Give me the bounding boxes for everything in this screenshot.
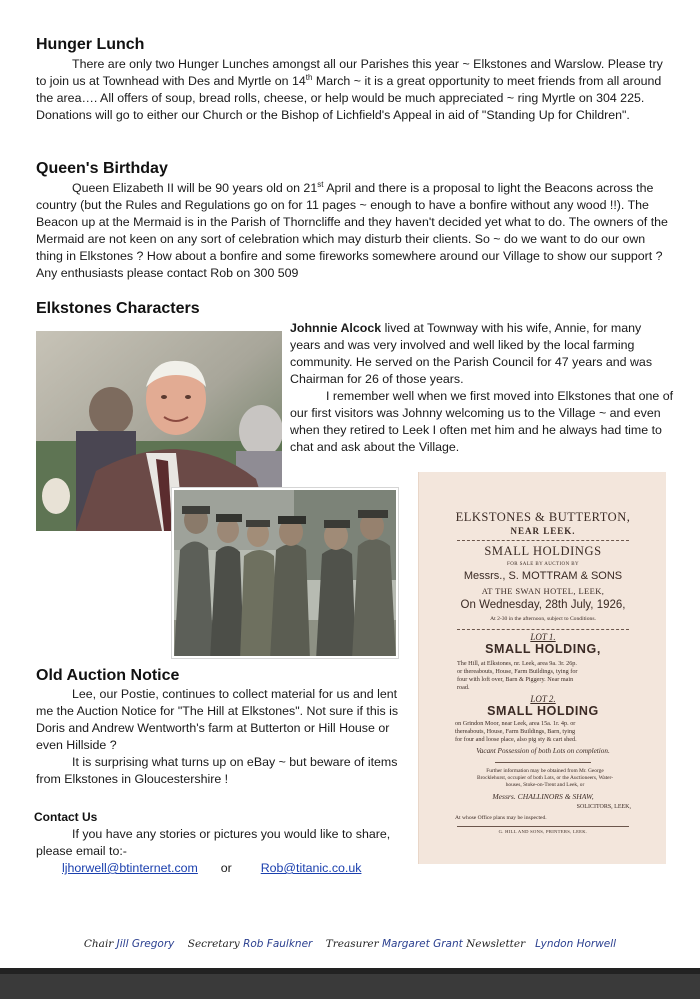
chair-name: Jill Gregory xyxy=(116,938,175,950)
hunger-sup: th xyxy=(305,72,313,82)
bottom-scan-edge xyxy=(0,968,700,999)
notice-rule-1 xyxy=(457,540,629,541)
hunger-text-b: March ~ it is a great opportunity to meet friends from all around the area…. All offers of soup, bread rolls, cheese, or help would be much appreciated ~ ring Myrtle on 304 225. Donations will go to either our Church or the Bishop of Lichfield's Appeal in aid of "Standing Up for Children". xyxy=(36,74,662,122)
notice-for-sale: FOR SALE BY AUCTION BY xyxy=(507,562,579,567)
email-link-rob[interactable]: Rob@titanic.co.uk xyxy=(260,861,362,875)
treasurer-label: Treasurer xyxy=(325,938,379,950)
bottom-scan-edge-inner xyxy=(0,974,700,999)
notice-lot2-line: thereabouts, House, Farm Buildings, Barn, tying xyxy=(455,728,576,735)
footer-officers xyxy=(0,938,700,968)
notice-solicitors-address: SOLICITORS, LEEK, xyxy=(576,804,631,810)
farmers-illustration xyxy=(174,490,398,658)
queens-birthday-paragraph xyxy=(36,180,668,282)
notice-possession: Vacant Possession of both Lots on completion. xyxy=(476,747,610,755)
notice-time: At 2-30 in the afternoon, subject to Conditions. xyxy=(490,616,596,622)
notice-lot1-heading: SMALL HOLDING, xyxy=(485,642,601,656)
notice-further xyxy=(453,768,637,790)
queen-text-b: April and there is a proposal to light the Beacons across the country (but the Rules and Regulations go on for 11 pages ~ enough to have a bonfire without any wood !!). The Beacon up at the Mermaid is in the Parish of Thorncliffe and they haven't decided yet what to do. The owners of the Mermaid are not keen on any sort of celebration which may disturb their clients. So ~ do we want to do our own thing in Elkstones ? How about a bonfire and some fireworks somewhere around our Village to show our support ? Any enthusiasts please contact Rob on 300 509 xyxy=(36,181,668,280)
characters-text-1: lived at Townway with his wife, Annie, for many years and was very involved and well liked by the local farming community. He served on the Parish Council for 47 years and was Chairman for 26 of those years. xyxy=(290,321,653,386)
notice-rule-4 xyxy=(457,826,629,827)
notice-lot1: LOT 1. xyxy=(530,632,556,642)
johnnie-alcock-paragraph-1 xyxy=(290,320,674,388)
auction-paragraph-2: It is surprising what turns up on eBay ~ but beware of items from Elkstones in Gloucestershire ! xyxy=(36,755,398,786)
notice-printer: G. HILL AND SONS, PRINTERS, LEEK. xyxy=(498,829,588,834)
contact-paragraph: If you have any stories or pictures you would like to share, please email to:- xyxy=(36,827,391,858)
hunger-lunch-heading: Hunger Lunch xyxy=(36,36,145,53)
hunger-lunch-paragraph xyxy=(36,56,668,124)
queens-birthday-heading: Queen's Birthday xyxy=(36,160,168,177)
johnnie-alcock-name: Johnnie Alcock xyxy=(290,321,382,335)
auction-notice-image xyxy=(418,472,666,864)
notice-lot1-line: road. xyxy=(457,684,470,691)
notice-title: ELKSTONES & BUTTERTON, xyxy=(455,510,631,524)
notice-plans: At whose Office plans may be inspected. xyxy=(455,815,547,821)
secretary-label: Secretary xyxy=(187,938,240,950)
contact-emails xyxy=(62,861,361,875)
treasurer-name: Margaret Grant xyxy=(381,938,463,950)
hunger-text-a: There are only two Hunger Lunches amongst all our Parishes this year ~ Elkstones and Warslow. Please try to join us at Townhead with Des and Myrtle on 14 xyxy=(36,57,663,88)
notice-lot1-line: The Hill, at Elkstones, nr. Leek, area 9a. 3r. 26p. xyxy=(457,660,577,667)
notice-date: On Wednesday, 28th July, 1926, xyxy=(460,599,626,611)
notice-lot1-line: or thereabouts, House, Farm Buildings, tying for xyxy=(457,668,578,675)
notice-lot1-line: four with loft over, Barn & Piggery. Near main xyxy=(457,676,574,683)
notice-lot2-line: for four and loose place, also pig sty & cart shed. xyxy=(455,736,577,743)
newsletter-name: Lyndon Horwell xyxy=(535,938,617,950)
old-auction-notice-heading: Old Auction Notice xyxy=(36,667,180,684)
johnnie-alcock-paragraph-2: I remember well when we first moved into Elkstones that one of our first visitors was Johnny welcoming us to the Village ~ and even when they retired to Leek I often met him and he always had time to chat and ask about the Village. xyxy=(290,389,674,454)
queen-text-a: Queen Elizabeth II will be 90 years old on 21 xyxy=(72,181,318,195)
farmers-group-photo xyxy=(172,488,398,658)
newsletter-label: Newsletter xyxy=(466,938,526,950)
email-or-text: or xyxy=(220,861,232,875)
auction-paragraph-1: Lee, our Postie, continues to collect material for us and lent me the Auction Notice for "The Hill at Elkstones". Not sure if this is Doris and Andrew Wentworth's farm at Butterton or Hill House or even Hillside ? xyxy=(36,687,399,752)
notice-rule-2 xyxy=(457,629,629,630)
email-link-ljhorwell[interactable]: ljhorwell@btinternet.com xyxy=(62,861,198,875)
notice-lot2: LOT 2. xyxy=(530,694,556,704)
notice-subtitle: NEAR LEEK. xyxy=(510,526,576,536)
notice-solicitors: Messrs. CHALLINORS & SHAW, xyxy=(492,792,594,801)
notice-lot2-line: on Grindon Moor, near Leek, area 15a. 1r. 4p. or xyxy=(455,720,576,727)
notice-lot1-text xyxy=(457,660,635,692)
elkstones-characters-heading: Elkstones Characters xyxy=(36,300,200,317)
notice-lot2-text xyxy=(455,720,637,744)
notice-rule-3 xyxy=(495,762,591,763)
notice-auctioneer: Messrs., S. MOTTRAM & SONS xyxy=(463,570,623,582)
notice-further-line: houses, Stoke-on-Trent and Leek, or xyxy=(505,782,585,789)
notice-venue: AT THE SWAN HOTEL, LEEK, xyxy=(481,586,605,596)
notice-further-line: Brocklehurst, occupier of both Lots, or the Auctioneers, Water- xyxy=(476,775,614,782)
notice-lot2-heading: SMALL HOLDING xyxy=(487,704,599,718)
contact-us-heading: Contact Us xyxy=(34,810,98,824)
notice-further-line: Further information may be obtained from Mr. George xyxy=(486,768,604,774)
secretary-name: Rob Faulkner xyxy=(243,938,313,950)
queen-sup: st xyxy=(317,179,324,189)
notice-heading: SMALL HOLDINGS xyxy=(484,544,602,558)
chair-label: Chair xyxy=(83,938,114,950)
